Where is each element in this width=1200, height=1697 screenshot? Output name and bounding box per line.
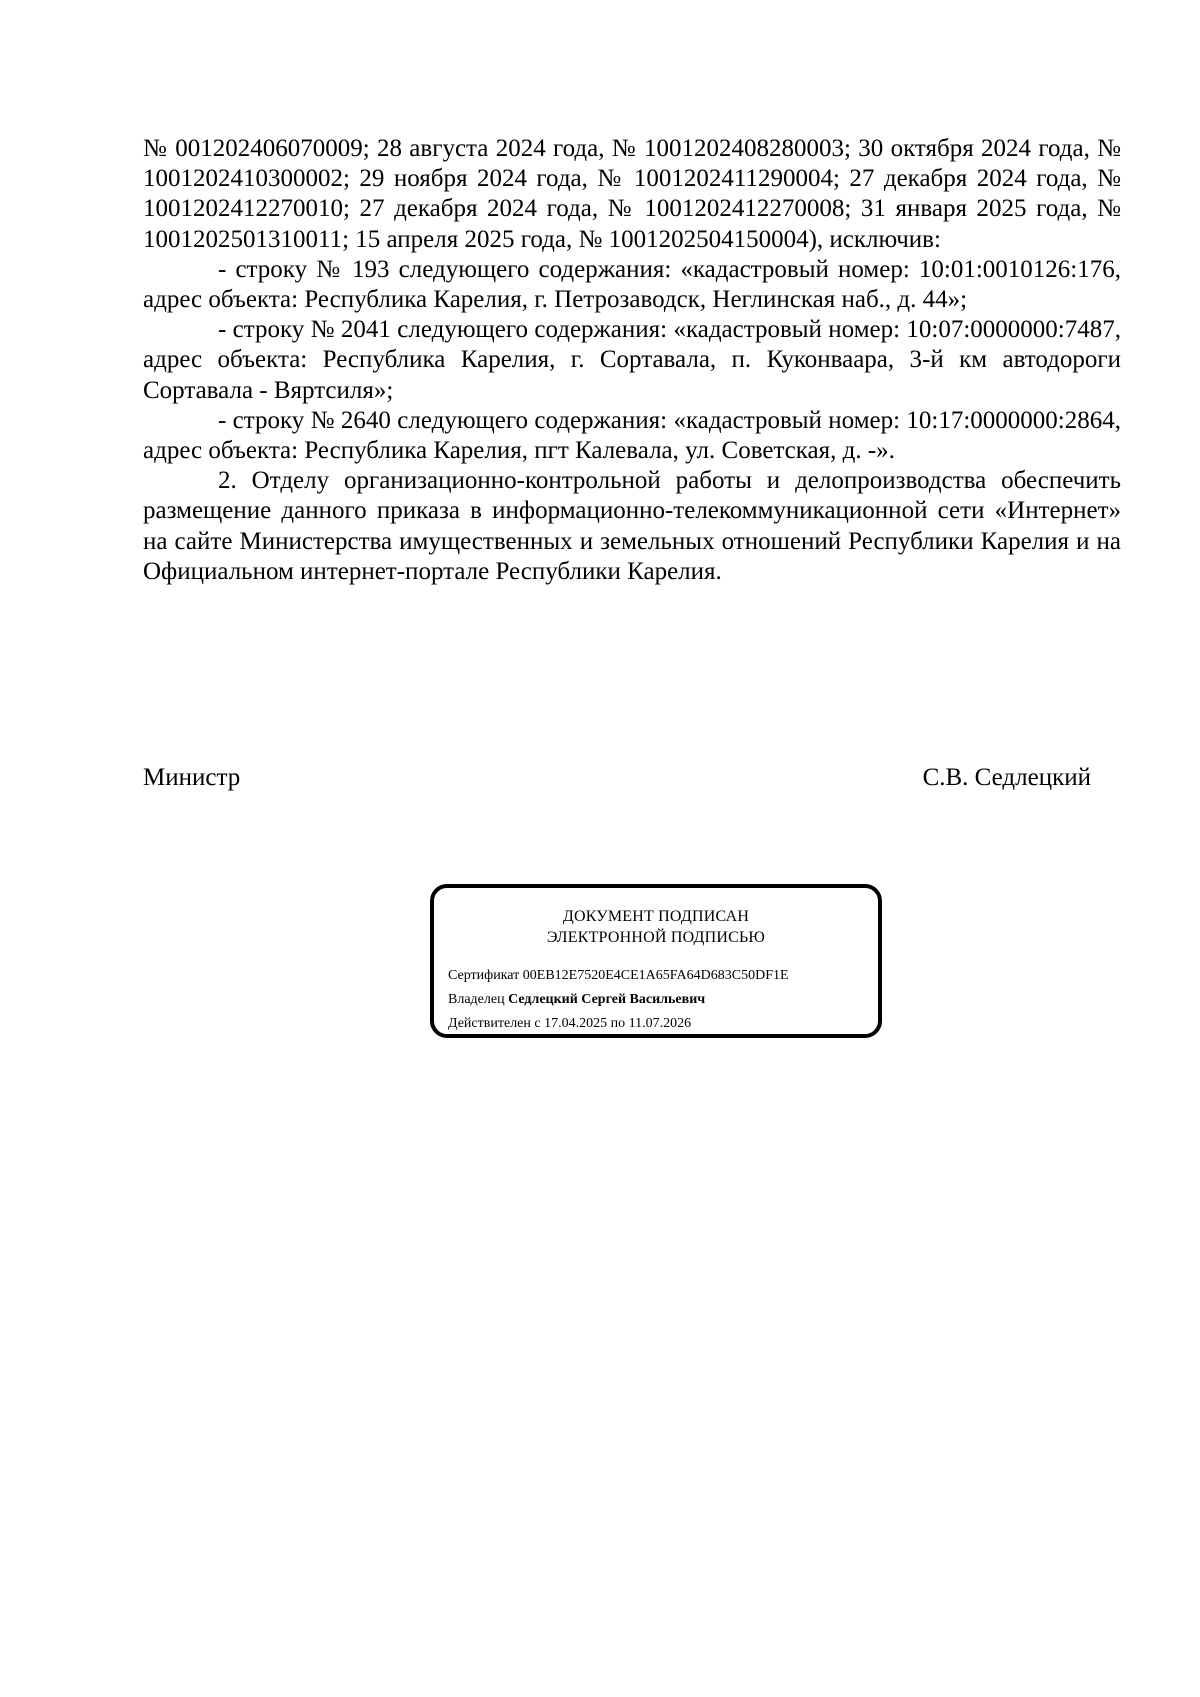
stamp-title-line-1: ДОКУМЕНТ ПОДПИСАН — [562, 908, 750, 925]
signer-name: С.В. Седлецкий — [922, 764, 1091, 791]
signer-role: Министр — [143, 764, 241, 791]
owner-value: Седлецкий Сергей Васильевич — [508, 992, 706, 1007]
stamp-owner — [448, 991, 705, 1009]
valid-label: Действителен с — [448, 1016, 541, 1031]
paragraph-item-2: 2. Отделу организационно-контрольной работы и делопроизводства обеспечить размещение данного приказа в информационно-телекоммуникационной сети «Интернет» на сайте Министерства имущественных и земельных отношений Республики Карелия и на Официальном интернет-портале Республики Карелия. — [143, 467, 1121, 585]
stamp-title-line-2: ЭЛЕКТРОННОЙ ПОДПИСЬЮ — [546, 929, 766, 946]
stamp-validity — [448, 1015, 691, 1033]
valid-to: 11.07.2026 — [628, 1016, 692, 1031]
paragraph-exclude-2041: - строку № 2041 следующего содержания: «кадастровый номер: 10:07:0000000:7487, адрес объекта: Республика Карелия, г. Сортавала, п. Куконваара, 3-й км автодороги Сортавала - Вяртсиля»; — [143, 316, 1121, 404]
stamp-certificate — [448, 967, 789, 985]
certificate-label: Сертификат — [448, 968, 520, 983]
valid-to-label: по — [610, 1016, 626, 1031]
stamp-title — [434, 906, 878, 948]
paragraph-continuation: № 001202406070009; 28 августа 2024 года, № 1001202408280003; 30 октября 2024 года, № 1001202410300002; 29 ноября 2024 года, № 1001202411290004; 27 декабря 2024 года, № 1001202412270010; 27 декабря 2024 года, № 1001202412270008; 31 января 2025 года, № 1001202501310011; 15 апреля 2025 года, № 1001202504150004), исключив: — [143, 135, 1121, 253]
certificate-value: 00EB12E7520E4CE1A65FA64D683C50DF1E — [522, 968, 789, 983]
electronic-signature-stamp — [430, 884, 882, 1038]
paragraph-exclude-193: - строку № 193 следующего содержания: «кадастровый номер: 10:01:0010126:176, адрес объекта: Республика Карелия, г. Петрозаводск, Неглинская наб., д. 44»; — [143, 255, 1121, 314]
document-body — [143, 134, 1121, 587]
paragraph-exclude-2640: - строку № 2640 следующего содержания: «кадастровый номер: 10:17:0000000:2864, адрес объекта: Республика Карелия, пгт Калевала, ул. Советская, д. -». — [143, 406, 1121, 465]
valid-from: 17.04.2025 — [544, 1016, 608, 1031]
owner-label: Владелец — [448, 992, 505, 1007]
